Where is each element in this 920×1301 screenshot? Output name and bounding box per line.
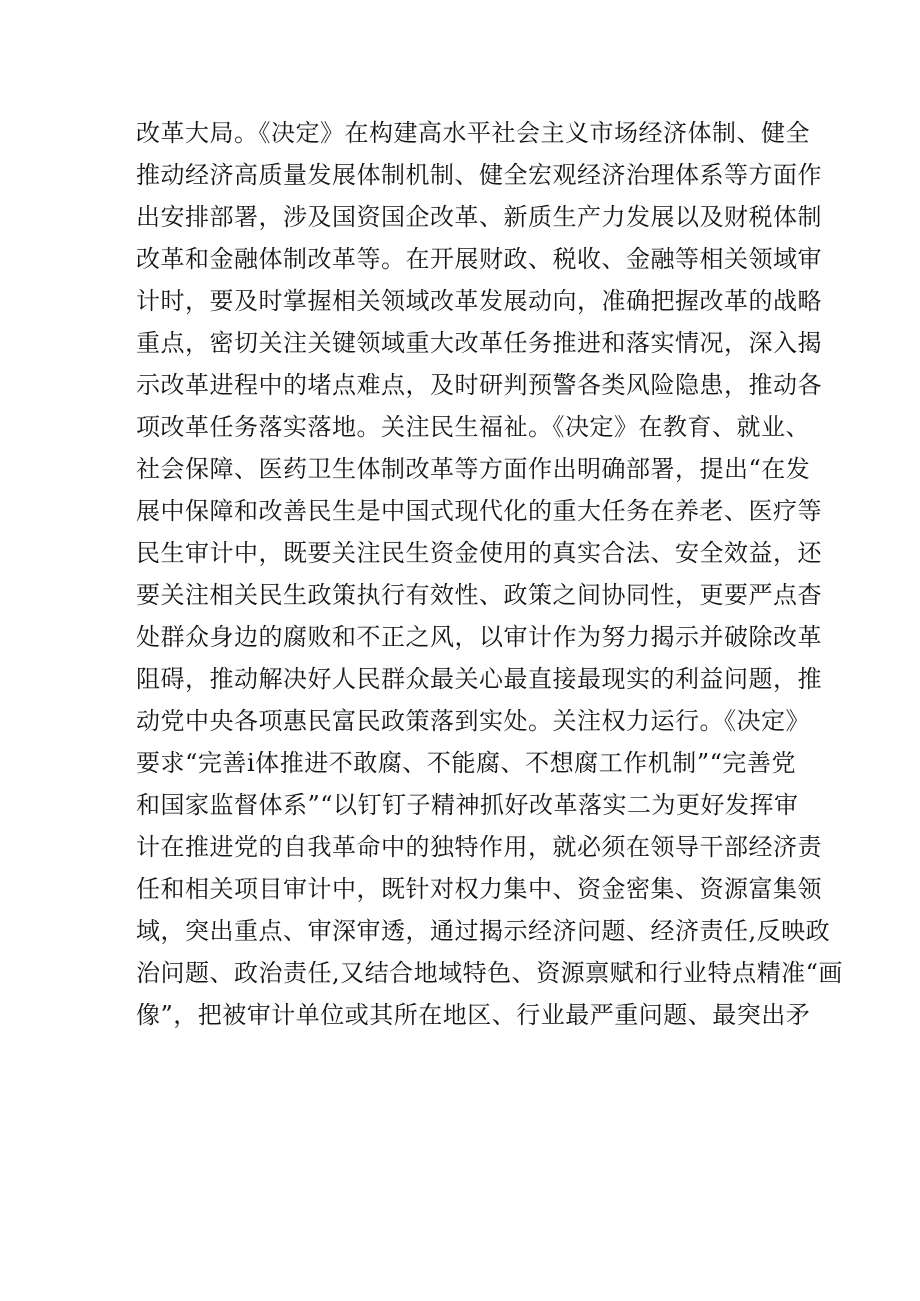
text-line: 重点，密切关注关键领域重大改革任务推进和落实情况，深入揭: [136, 329, 822, 357]
text-line: 示改革进程中的堵点难点，及时研判预警各类风险隐患，推动各: [136, 371, 822, 399]
text-line: 要求“完善i体推进不敢腐、不能腐、不想腐工作机制”“完善党: [136, 749, 796, 777]
text-line: 改革和金融体制改革等。在开展财政、税收、金融等相关领域审: [136, 245, 822, 273]
text-line: 处群众身边的腐败和不正之风，以审计作为努力揭示并破除改革: [136, 623, 822, 651]
text-line: 计在推进党的自我革命中的独特作用，就必须在领导干部经济责: [136, 833, 822, 861]
text-line: 阻碍，推动解决好人民群众最关心最直接最现实的利益问题，推: [136, 665, 822, 693]
text-line: 改革大局。《决定》在构建高水平社会主义市场经济体制、健全: [136, 119, 810, 147]
body-text: [136, 112, 843, 1036]
text-line: 展中保障和改善民生是中国式现代化的重大任务在养老、医疗等: [136, 497, 822, 525]
text-line: 像”，把被审计单位或其所在地区、行业最严重问题、最突出矛: [136, 1001, 811, 1029]
text-line: 动党中央各项惠民富民政策落到实处。关注权力运行。《决定》: [136, 707, 810, 735]
text-line: 出安排部署，涉及国资国企改革、新质生产力发展以及财税体制: [136, 203, 822, 231]
text-line: 推动经济高质量发展体制机制、健全宏观经济治理体系等方面作: [136, 161, 822, 189]
text-line: 域，突出重点、审深审透，通过揭示经济问题、经济责任,反映政: [136, 917, 831, 945]
text-line: 社会保障、医药卫生体制改革等方面作出明确部署，提出“在发: [136, 455, 811, 483]
text-line: 项改革任务落实落地。关注民生福祉。《决定》在教育、就业、: [136, 413, 810, 441]
text-line: 民生审计中，既要关注民生资金使用的真实合法、安全效益，还: [136, 539, 822, 567]
text-line: 计时，要及时掌握相关领域改革发展动向，准确把握改革的战略: [136, 287, 822, 315]
text-line: 治问题、政治责任,又结合地域特色、资源禀赋和行业特点精准“画: [136, 959, 843, 987]
text-line: 任和相关项目审计中，既针对权力集中、资金密集、资源富集领: [136, 875, 822, 903]
text-line: 要关注相关民生政策执行有效性、政策之间协同性，更要严点杳: [136, 581, 822, 609]
text-line: 和国家监督体系”“以钉钉子精神抓好改革落实二为更好发挥审: [136, 791, 799, 819]
